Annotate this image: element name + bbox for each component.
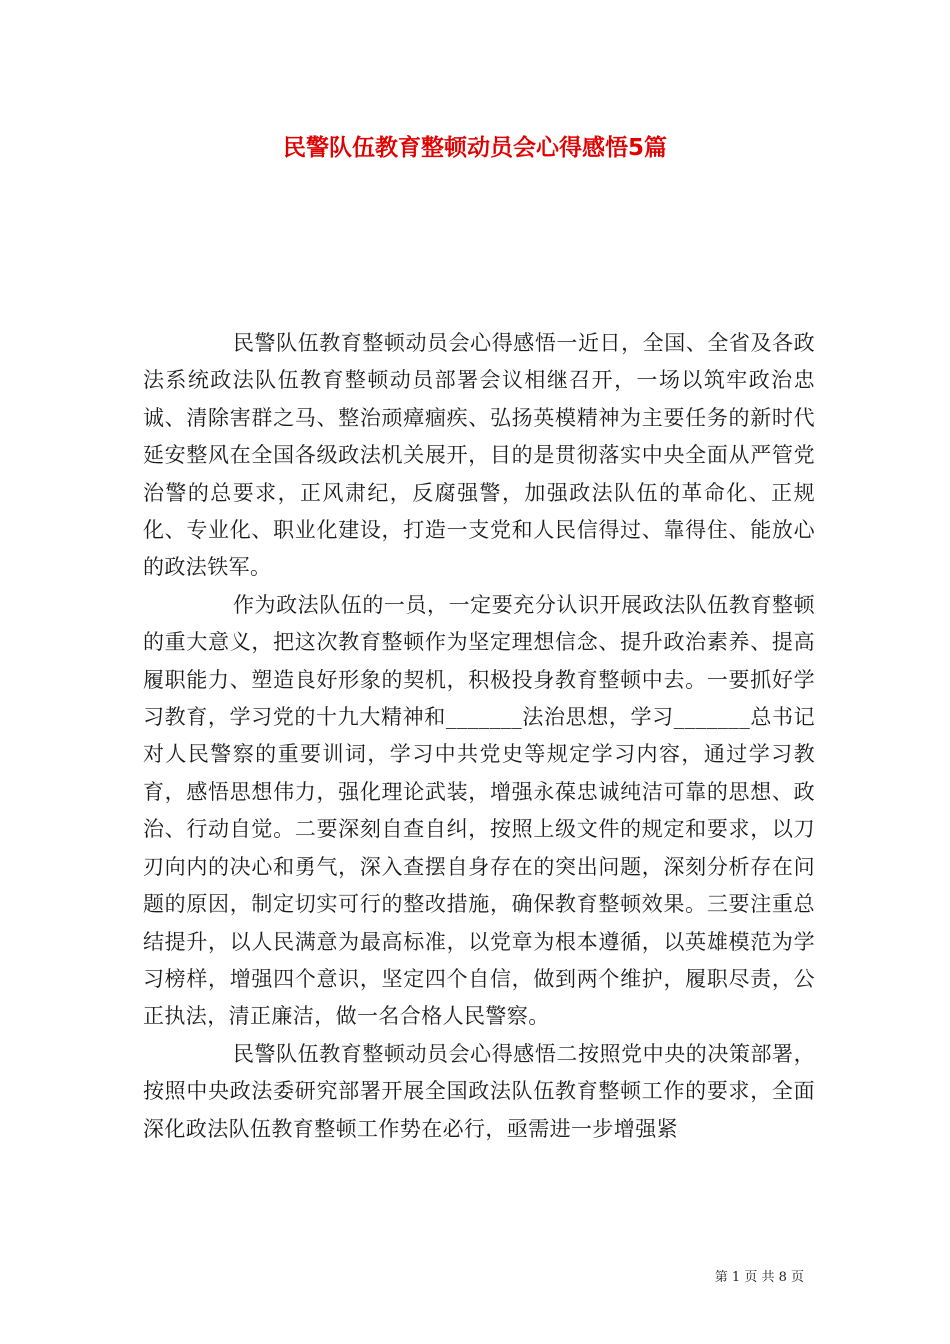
paragraph: 作为政法队伍的一员，一定要充分认识开展政法队伍教育整顿的重大意义，把这次教育整顿作为坚定理想信念、提升政治素养、提高履职能力、塑造良好形象的契机，积极投身教育整顿中去。一要抓好学习教育，学习党的十九大精神和_______法治思想，学习_______总书记对人民警察的重要训词，学习中共党史等规定学习内容，通过学习教育，感悟思想伟力，强化理论武装，增强永葆忠诚纯洁可靠的思想、政治、行动自觉。二要深刻自查自纠，按照上级文件的规定和要求，以刀刃向内的决心和勇气，深入查摆自身存在的突出问题，深刻分析存在问题的原因，制定切实可行的整改措施，确保教育整顿效果。三要注重总结提升，以人民满意为最高标准，以党章为根本遵循，以英雄模范为学习榜样，增强四个意识，坚定四个自信，做到两个维护，履职尽责，公正执法，清正廉洁，做一名合格人民警察。 (143, 592, 815, 1029)
page-number-footer: 第 1 页 共 8 页 (714, 1270, 804, 1285)
document-title: 民警队伍教育整顿动员会心得感悟5篇 (282, 135, 667, 161)
paragraph: 民警队伍教育整顿动员会心得感悟一近日，全国、全省及各政法系统政法队伍教育整顿动员部署会议相继召开，一场以筑牢政治忠诚、清除害群之马、整治顽瘴痼疾、弘扬英模精神为主要任务的新时代延安整风在全国各级政法机关展开，目的是贯彻落实中央全面从严管党治警的总要求，正风肃纪，反腐强警，加强政法队伍的革命化、正规化、专业化、职业化建设，打造一支党和人民信得过、靠得住、能放心的政法铁军。 (143, 331, 815, 580)
paragraph: 民警队伍教育整顿动员会心得感悟二按照党中央的决策部署，按照中央政法委研究部署开展全国政法队伍教育整顿工作的要求，全面深化政法队伍教育整顿工作势在必行，亟需进一步增强紧 (143, 1041, 815, 1141)
document-body (143, 325, 815, 1148)
